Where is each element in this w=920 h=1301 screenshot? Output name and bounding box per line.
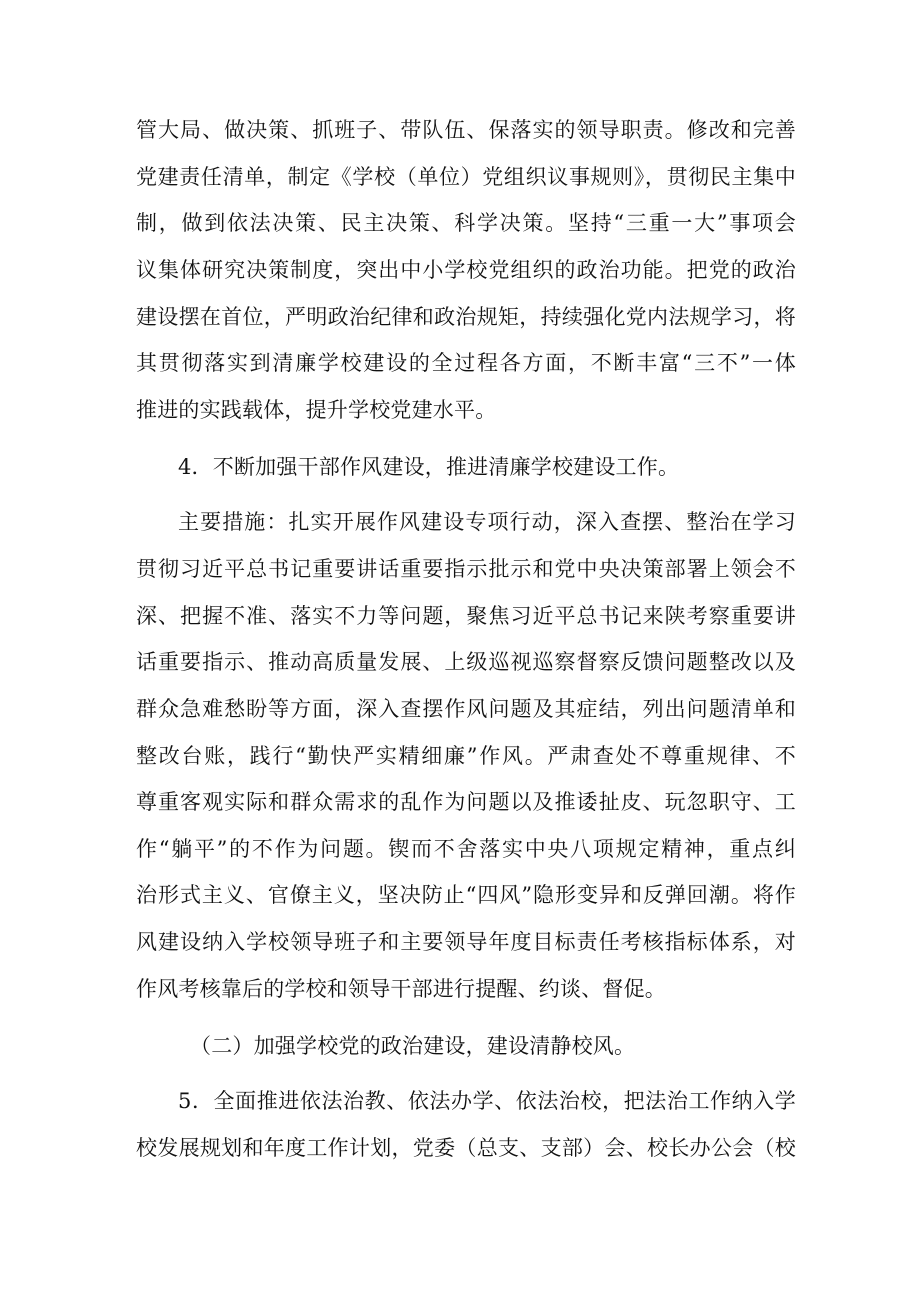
text-line: 主要措施：扎实开展作风建设专项行动，深入查摆、整治在学习 — [178, 510, 796, 534]
text-line: 作风考核靠后的学校和领导干部进行提醒、约谈、督促。 — [136, 977, 666, 1001]
text-line: 推进的实践载体，提升学校党建水平。 — [136, 398, 497, 422]
text-line: 议集体研究决策制度，突出中小学校党组织的政治功能。把党的政治 — [136, 258, 796, 282]
text-line: 管大局、做决策、抓班子、带队伍、保落实的领导职责。修改和完善 — [136, 118, 796, 142]
text-line: 贯彻习近平总书记重要讲话重要指示批示和党中央决策部署上领会不 — [136, 557, 796, 581]
text-line: 风建设纳入学校领导班子和主要领导年度目标责任考核指标体系，对 — [136, 930, 796, 954]
text-line: 尊重客观实际和群众需求的乱作为问题以及推诿扯皮、玩忽职守、工 — [136, 790, 796, 814]
text-line: 党建责任清单，制定《学校（单位）党组织议事规则》，贯彻民主集中 — [136, 165, 796, 189]
text-line: 群众急难愁盼等方面，深入查摆作风问题及其症结，列出问题清单和 — [136, 697, 796, 721]
text-line: 治形式主义、官僚主义，坚决防止“四风”隐形变异和反弹回潮。将作 — [136, 883, 796, 907]
text-line: 制，做到依法决策、民主决策、科学决策。坚持“三重一大”事项会 — [136, 211, 796, 235]
section-heading-2: （二）加强学校党的政治建设，建设清静校风。 — [190, 1034, 636, 1058]
text-line: 校发展规划和年度工作计划，党委（总支、支部）会、校长办公会（校 — [136, 1136, 796, 1160]
text-line: 话重要指示、推动高质量发展、上级巡视巡察督察反馈问题整改以及 — [136, 650, 796, 674]
text-line: 5．全面推进依法治教、依法办学、依法治校，把法治工作纳入学 — [178, 1089, 796, 1113]
text-line: 建设摆在首位，严明政治纪律和政治规矩，持续强化党内法规学习，将 — [136, 305, 796, 329]
text-line: 作“躺平”的不作为问题。锲而不舍落实中央八项规定精神，重点纠 — [136, 837, 796, 861]
section-heading-4: 4．不断加强干部作风建设，推进清廉学校建设工作。 — [178, 455, 680, 479]
text-line: 深、把握不准、落实不力等问题，聚焦习近平总书记来陕考察重要讲 — [136, 604, 796, 628]
text-line: 其贯彻落实到清廉学校建设的全过程各方面，不断丰富“三不”一体 — [136, 351, 796, 375]
text-line: 整改台账，践行“勤快严实精细廉”作风。严肃查处不尊重规律、不 — [136, 744, 796, 768]
